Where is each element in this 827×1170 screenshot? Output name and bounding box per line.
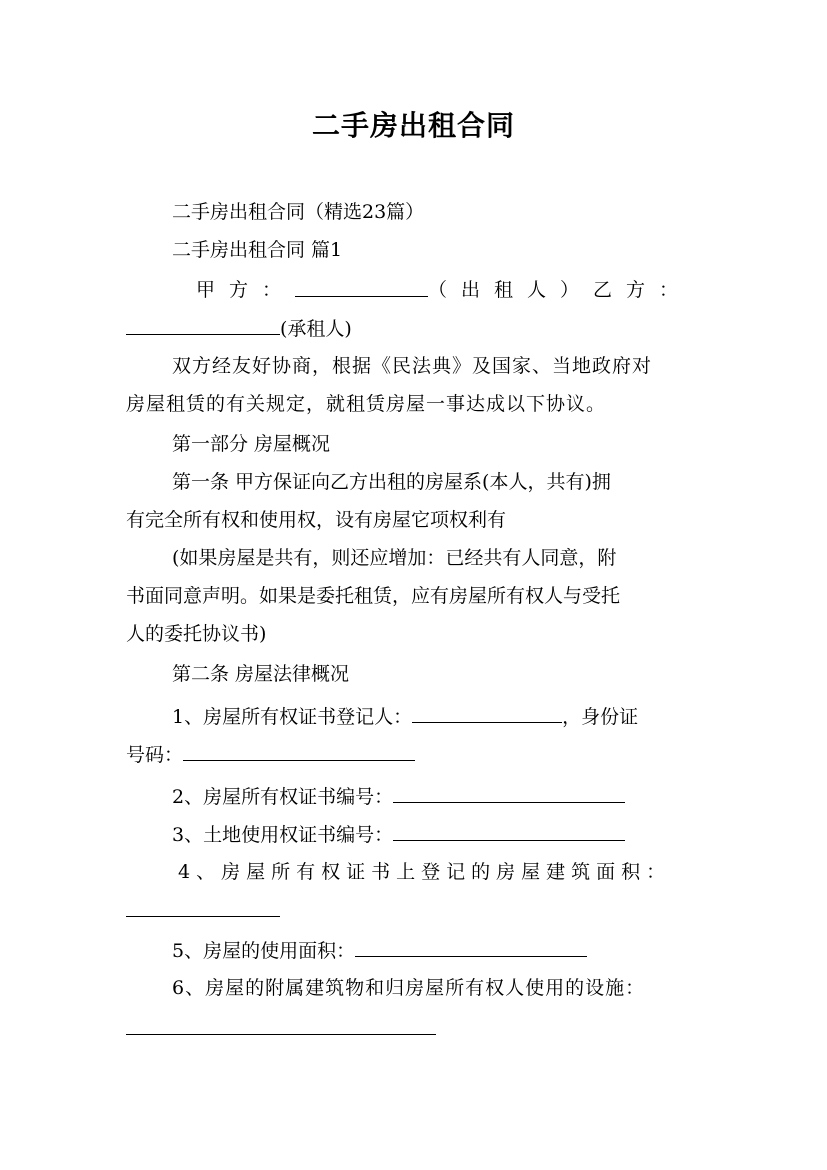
item-6-line-2 [126,1016,702,1041]
registrant-blank [412,704,562,723]
item-4-line-2 [126,898,702,923]
item-2 [126,784,748,809]
usable-area-blank [355,938,587,957]
article-1-line-2: 有完全所有权和使用权，设有房屋它项权利有 [126,509,507,531]
article-2-heading: 第二条 房屋法律概况 [172,663,350,685]
item-1-label: 1、房屋所有权证书登记人： [172,706,413,728]
article-1-line-1: 第一条 甲方保证向乙方出租的房屋系(本人，共有)拥 [172,471,611,493]
id-label: ，身份证 [562,706,639,728]
intro-paragraph-line-2: 房屋租赁的有关规定，就租赁房屋一事达成以下协议。 [126,393,607,415]
item-1-line-1 [126,704,748,729]
item-6-label: 6、房屋的附属建筑物和归房屋所有权人使用的设施： [172,977,646,999]
subtitle: 二手房出租合同（精选23篇） [172,201,425,223]
party-row [196,278,692,302]
item-5-label: 5、房屋的使用面积： [172,940,356,962]
note-line-1: (如果房屋是共有，则还应增加：已经共有人同意，附 [172,547,617,569]
id-number-label: 号码： [126,744,184,766]
certificate-number-blank [393,784,625,803]
lessee-line [126,316,702,341]
note-line-2: 书面同意声明。如果是委托租赁，应有房屋所有权人与受托 [126,585,621,607]
party-a-blank [295,278,428,297]
party-b-blank [126,316,280,335]
land-certificate-blank [393,822,625,841]
intro-paragraph-line-1: 双方经友好协商，根据《民法典》及国家、当地政府对 [172,355,653,377]
item-2-label: 2、房屋所有权证书编号： [172,786,394,808]
lessor-label: （出租人） [427,279,593,301]
party-b-label: 乙方： [592,279,692,301]
section-heading: 二手房出租合同 篇1 [172,239,343,261]
page-title: 二手房出租合同 [311,109,515,142]
id-number-blank [183,742,415,761]
party-line [196,278,692,302]
lessee-label: (承租人) [280,318,352,340]
note-line-3: 人的委托协议书) [126,623,267,645]
item-1-line-2 [126,742,702,767]
facilities-blank [126,1016,436,1035]
part-heading: 第一部分 房屋概况 [172,433,331,455]
item-5 [126,938,748,963]
building-area-blank [126,898,280,917]
item-4-label: 4、房屋所有权证书上登记的房屋建筑面积： [178,861,672,883]
party-a-label: 甲方： [196,279,296,301]
item-3-label: 3、土地使用权证书编号： [172,824,394,846]
item-3 [126,822,748,847]
